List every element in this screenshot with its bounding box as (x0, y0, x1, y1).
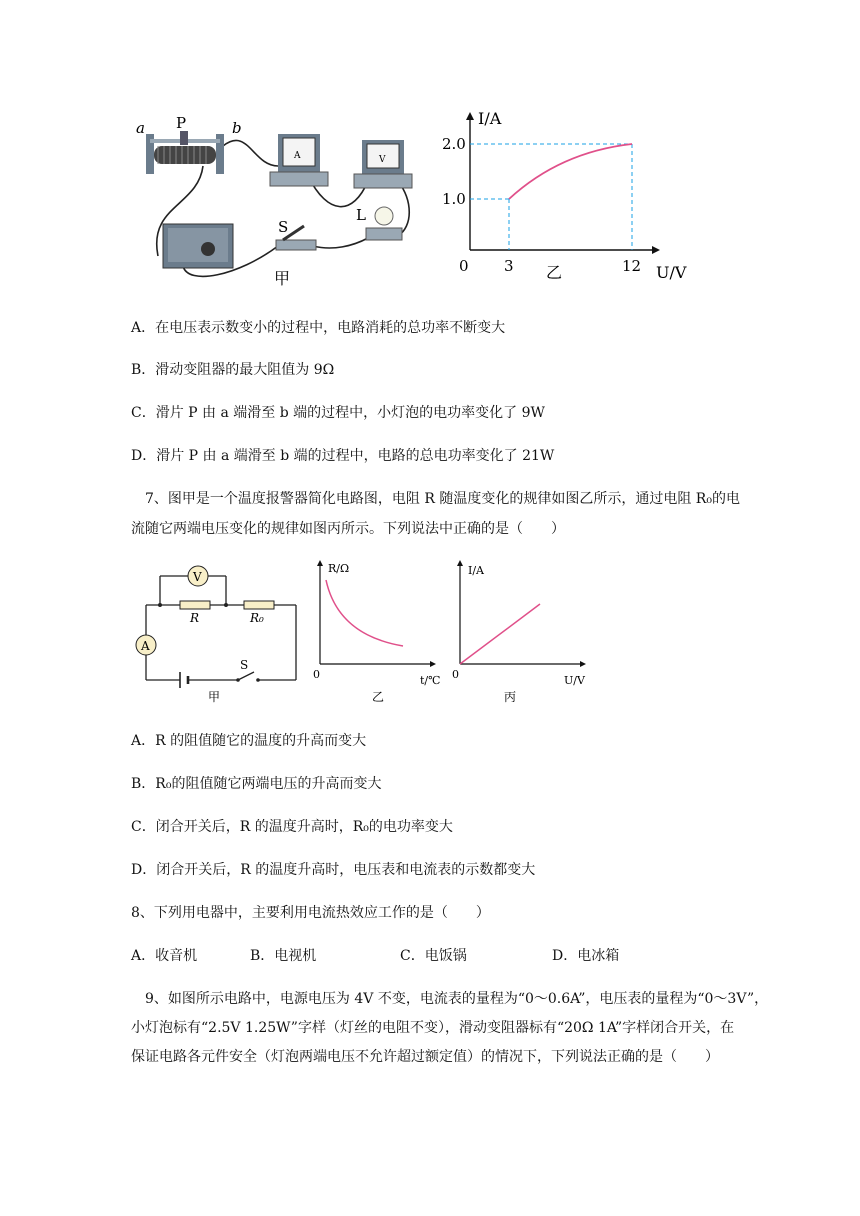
q6-option-a: A．在电压表示数变小的过程中，电路消耗的总功率不断变大 (131, 320, 506, 336)
label-l: L (356, 206, 366, 224)
yi-xlabel: t/℃ (420, 674, 441, 687)
q7-stem-line2: 流随它两端电压变化的规律如图丙所示。下列说法中正确的是（ ） (131, 521, 565, 537)
q7-option-c: C．闭合开关后，R 的温度升高时，R₀的电功率变大 (131, 819, 453, 835)
figure-7-circuit (128, 560, 303, 704)
x-axis-label: U/V (656, 263, 687, 282)
fig7-label-yi: 乙 (372, 690, 385, 704)
x-tick-12: 12 (622, 257, 642, 275)
q8-option-b: B．电视机 (250, 948, 317, 964)
q9-line3: 保证电路各元件安全（灯泡两端电压不允许超过额定值）的情况下，下列说法正确的是（ ） (131, 1049, 719, 1065)
figure-7-r-t-graph (308, 560, 448, 704)
bing-origin: 0 (452, 668, 459, 681)
q8-option-a: A．收音机 (131, 948, 198, 964)
q8-option-d: D．电冰箱 (552, 948, 620, 964)
figure-7-i-u-graph (448, 560, 598, 704)
yi-ylabel: R/Ω (328, 562, 350, 575)
y-tick-1: 1.0 (442, 190, 466, 208)
q7-option-d: D．闭合开关后，R 的温度升高时，电压表和电流表的示数都变大 (131, 862, 536, 878)
fig7-label-bing: 丙 (504, 690, 517, 704)
i-u-line (460, 604, 540, 664)
svg-text:V: V (379, 155, 386, 165)
q6-option-b: B．滑动变阻器的最大阻值为 9Ω (131, 362, 335, 378)
iu-curve (509, 144, 632, 199)
label-jia: 甲 (274, 269, 291, 288)
q9-line1: 9、如图所示电路中，电源电压为 4V 不变，电流表的量程为“0～0.6A”，电压表的量程为“0～3V”， (145, 991, 769, 1007)
q8-stem: 8、下列用电器中，主要利用电流热效应工作的是（ ） (131, 905, 490, 921)
y-tick-2: 2.0 (442, 135, 466, 153)
bing-ylabel: I/A (468, 564, 484, 577)
fig7-label-r0: R₀ (250, 611, 264, 625)
fig7-label-a: A (141, 639, 150, 653)
fig7-label-v: V (193, 570, 202, 584)
q9-line2: 小灯泡标有“2.5V 1.25W”字样（灯丝的电阻不变），滑动变阻器标有“20Ω 1A”字样闭合开关，在 (131, 1020, 735, 1036)
r-t-curve (326, 580, 403, 646)
figure-6-iu-graph (430, 104, 710, 284)
q6-option-c: C．滑片 P 由 a 端滑至 b 端的过程中，小灯泡的电功率变化了 9W (131, 405, 545, 421)
label-b: b (232, 119, 242, 137)
label-a: a (136, 119, 145, 137)
x-tick-3: 3 (504, 257, 514, 275)
yi-origin: 0 (313, 668, 320, 681)
q8-option-c: C．电饭锅 (400, 948, 467, 964)
y-axis-label: I/A (478, 109, 502, 128)
label-p: P (176, 114, 187, 132)
q7-option-b: B．R₀的阻值随它两端电压的升高而变大 (131, 776, 382, 792)
label-s: S (278, 218, 289, 236)
q6-option-d: D．滑片 P 由 a 端滑至 b 端的过程中，电路的总电功率变化了 21W (131, 448, 555, 464)
fig7-label-jia: 甲 (208, 690, 221, 704)
label-yi: 乙 (546, 263, 563, 282)
fig7-label-s: S (240, 658, 249, 672)
figure-6-apparatus (128, 106, 428, 296)
origin-label: 0 (459, 257, 469, 275)
bing-xlabel: U/V (564, 674, 585, 687)
q7-stem-line1: 7、图甲是一个温度报警器简化电路图，电阻 R 随温度变化的规律如图乙所示，通过电阻 R₀的电 (145, 491, 740, 507)
q7-option-a: A．R 的阻值随它的温度的升高而变大 (131, 733, 367, 749)
svg-text:A: A (294, 151, 301, 161)
fig7-label-r: R (190, 611, 200, 625)
